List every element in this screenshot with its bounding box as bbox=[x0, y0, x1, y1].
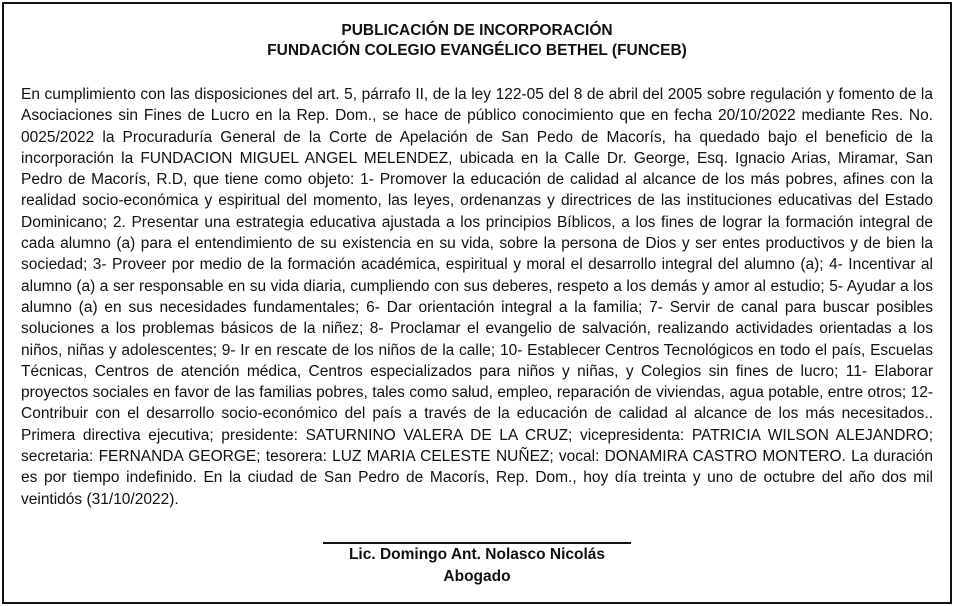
notice-frame bbox=[2, 2, 952, 604]
notice-title: PUBLICACIÓN DE INCORPORACIÓN bbox=[341, 22, 613, 39]
signature-line bbox=[323, 542, 631, 544]
signature-name: Lic. Domingo Ant. Nolasco Nicolás bbox=[348, 546, 606, 563]
notice-subtitle: FUNDACIÓN COLEGIO EVANGÉLICO BETHEL (FUNCEB) bbox=[267, 42, 687, 59]
notice-body: En cumplimiento con las disposiciones del art. 5, párrafo II, de la ley 122-05 del 8 de abril del 2005 sobre regulación y fomento de la Asociaciones sin Fines de Lucro en la Rep. Dom., se hace de público conocimiento que en fecha 20/10/2022 mediante Res. No. 0025/2022 la Procuraduría General de la Corte de Apelación de San Pedo de Macorís, ha quedado bajo el beneficio de la incorporación la FUNDACION MIGUEL ANGEL MELENDEZ, ubicada en la Calle Dr. George, Esq. Ignacio Arias, Miramar, San Pedro de Macorís, R.D, que tiene como objeto: 1- Promover la educación de calidad al alcance de los más pobres, afines con la realidad socio-económica y espiritual del momento, las leyes, ordenanzas y directrices de las instituciones educativas del Estado Dominicano; 2. Presentar una estrategia educativa ajustada a los principios Bíblicos, a los fines de lograr la formación integral de cada alumno (a) para el entendimiento de su existencia en su vida, sobre la persona de Dios y ser entes productivos y de bien la sociedad; 3- Proveer por medio de la formación académica, espiritual y moral el desarrollo integral del alumno (a); 4- Incentivar al alumno (a) a ser responsable en su vida diaria, cumpliendo con sus deberes, respeto a los demás y amor al estudio; 5- Ayudar a los alumno (a) en sus necesidades fundamentales; 6- Dar orientación integral a la familia; 7- Servir de canal para buscar posibles soluciones a los problemas básicos de la niñez; 8- Proclamar el evangelio de salvación, realizando actividades orientadas a los niños, niñas y adolescentes; 9- Ir en rescate de los niños de la calle; 10- Establecer Centros Tecnológicos en todo el país, Escuelas Técnicas, Centros de atención médica, Centros especializados para niños y niñas, y Colegios sin fines de lucro; 11- Elaborar proyectos sociales en favor de las familias pobres, tales como salud, empleo, reparación de viviendas, agua potable, entre otros; 12- Contribuir con el desarrollo socio-económico del país a través de la educación de calidad al alcance de los más necesitados.. Primera directiva ejecutiva; presidente: SATURNINO VALERA DE LA CRUZ; vicepresidenta: PATRICIA WILSON ALEJANDRO; secretaria: FERNANDA GEORGE; tesorera: LUZ MARIA CELESTE NUÑEZ; vocal: DONAMIRA CASTRO MONTERO. La duración es por tiempo indefinido. En la ciudad de San Pedro de Macorís, Rep. Dom., hoy día treinta y uno de octubre del año dos mil veintidós (31/10/2022). bbox=[21, 86, 933, 508]
signature-role: Abogado bbox=[443, 568, 511, 585]
